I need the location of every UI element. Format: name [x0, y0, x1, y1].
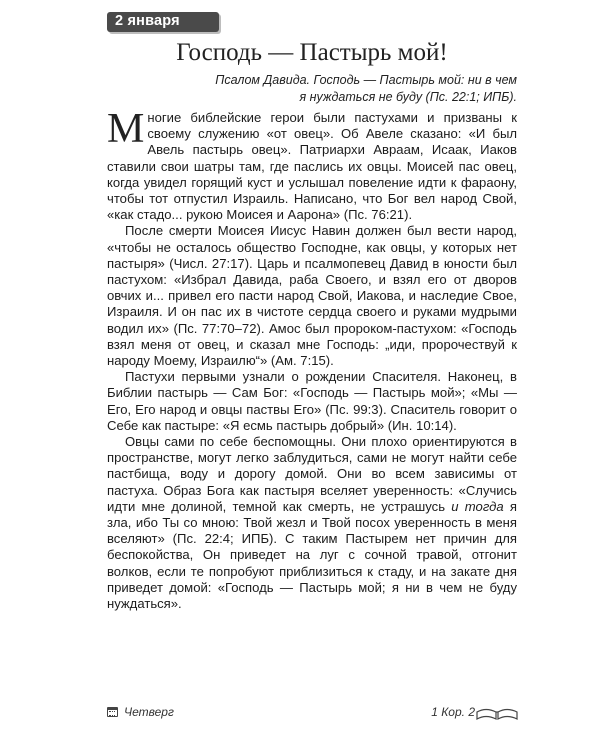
date-badge: [107, 12, 219, 32]
epigraph: [155, 72, 517, 106]
article-body: [107, 106, 517, 612]
epigraph-line-2: я нуждаться не буду (Пс. 22:1; ИПБ).: [299, 90, 517, 104]
paragraph-4-text-b: я зла, ибо Ты со мною: Твой жезл и Твой посох уверенность в меня вселяют» (Пс. 22:4; ИПБ). С таким Пастырем нет причин для беспокойства, Он приведет на луг с сочной травой, отгонит волков, если те попробуют приблизиться к стаду, и на закате дня приведет домой: «Господь — Пастырь мой; я ни в чем не буду нуждаться».: [107, 498, 517, 612]
paragraph-4-italic: и тогда: [451, 498, 504, 514]
page-title: Господь — Пастырь мой!: [176, 39, 448, 66]
page-footer: [107, 704, 519, 724]
date-label: 2 января: [115, 13, 180, 29]
paragraph-3: Пастухи первыми узнали о рождении Спасителя. Наконец, в Библии пастырь — Сам Бог: «Господь — Пастырь мой»; «Мы — Его, Его народ и овцы паствы Его» (Пс. 99:3). Спаситель говорит о Себе как пастыре: «Я есмь пастырь добрый» (Ин. 10:14).: [107, 369, 517, 433]
paragraph-4-text-a: Овцы сами по себе беспомощны. Они плохо ориентируются в пространстве, могут легко заблудиться, сами не могут найти себе пастбища, воду и дорогу домой. Они во всем зависимы от пастуха. Образ Бога как пастыря вселяет уверенность: «Случись идти мне долиной, темной как смерть, не устрашусь: [107, 434, 517, 514]
footer-weekday: Четверг: [124, 705, 174, 719]
paragraph-4: [107, 434, 517, 612]
open-book-icon: [475, 706, 519, 720]
drop-cap: М: [107, 106, 145, 152]
paragraph-2: После смерти Моисея Иисус Навин должен был вести народ, «чтобы не осталось общество Господне, как овцы, у которых нет пастыря» (Числ. 27:17). Царь и псалмопевец Давид в юности был пастухом: «Избрал Давида, раба Своего, и взял его от дворов овчих и... привел его пасти народ Свой, Иакова, и наследие Свое, Израиля. И он пас их в чистоте сердца своего и руками мудрыми водил их» (Пс. 77:70–72). Амос был пророком-пастухом: «Господь взял меня от овец, и сказал мне Господь: „иди, пророчествуй к народу Моему, Израилю“» (Ам. 7:15).: [107, 223, 517, 369]
epigraph-line-1: Псалом Давида. Господь — Пастырь мой: ни в чем: [215, 73, 517, 87]
calendar-icon: [107, 707, 118, 717]
paragraph-1: [107, 106, 517, 223]
footer-verse-reference: 1 Кор. 2: [431, 705, 475, 719]
paragraph-1-text: ногие библейские герои были пастухами и призваны к своему служению «от овец». Об Авеле сказано: «И был Авель пастырь овец». Патриархи Авраам, Исаак, Иаков ставили свои шатры там, где паслись их овцы. Моисей пас овец, когда увидел горящий куст и услышал повеление идти к фараону, чтобы тот отпустил Израиль. Написано, что Бог вел народ Свой, «как стадо... рукою Моисея и Аарона» (Пс. 76:21).: [107, 110, 517, 223]
